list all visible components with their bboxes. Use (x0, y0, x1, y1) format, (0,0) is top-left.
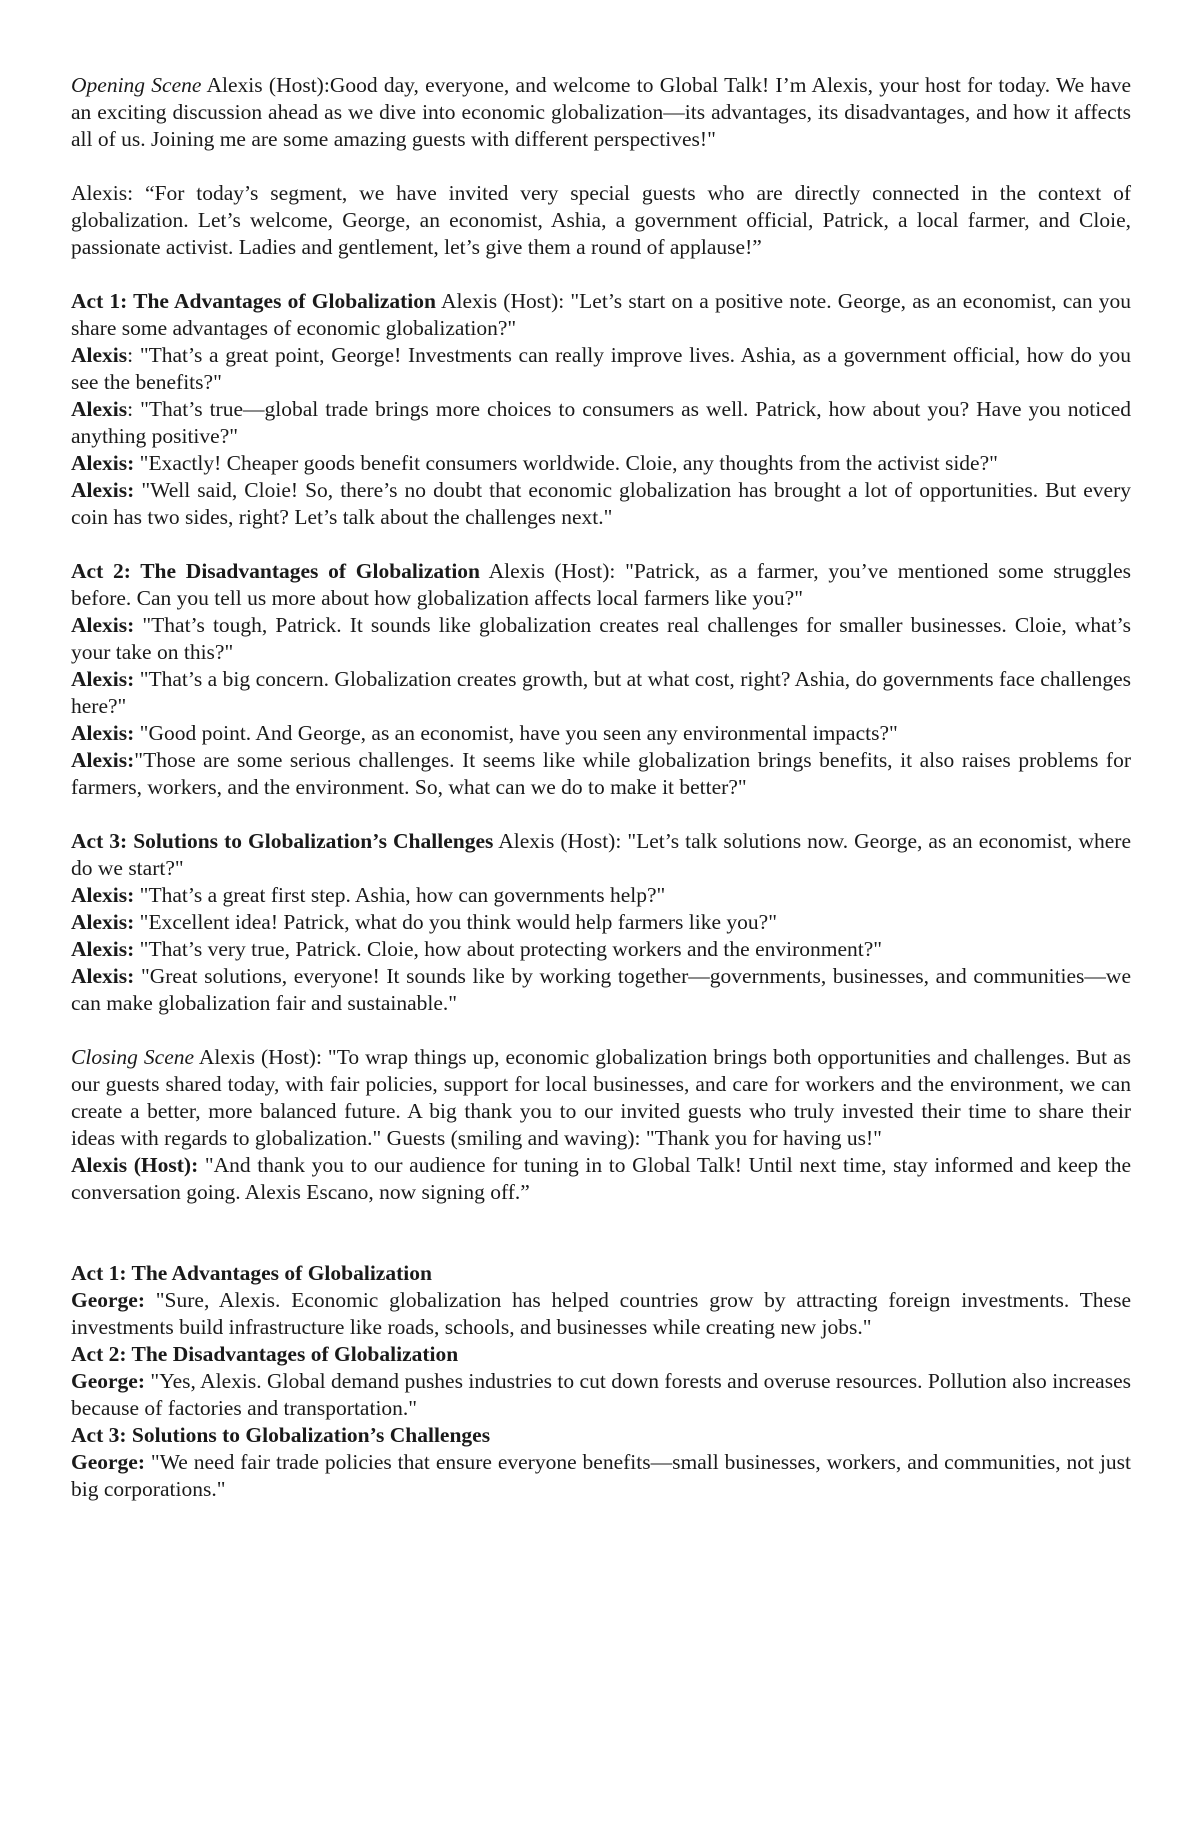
dialogue-line (71, 882, 1131, 909)
speaker-label: Alexis: (71, 937, 135, 961)
script-document (71, 72, 1131, 1503)
spacer (71, 1206, 1131, 1260)
spacer (71, 531, 1131, 558)
act2-heading: Act 2: The Disadvantages of Globalization (71, 559, 481, 583)
dialogue-text: "Yes, Alexis. Global demand pushes industries to cut down forests and overuse resources. Pollution also increases because of factories and transportation." (71, 1369, 1131, 1420)
act1-intro-paragraph (71, 288, 1131, 342)
speaker-label: Alexis: (71, 667, 135, 691)
act3-intro-paragraph (71, 828, 1131, 882)
dialogue-line (71, 396, 1131, 450)
opening-paragraph (71, 72, 1131, 153)
act1-heading: Act 1: The Advantages of Globalization (71, 289, 436, 313)
closing-text: Alexis (Host): "To wrap things up, economic globalization brings both opportunities and challenges. But as our guests shared today, with fair policies, support for local businesses, and care for workers and the environment, we can create a better, more balanced future. A big thank you to our invited guests who truly invested their time to share their ideas with regards to globalization." Guests (smiling and waving): "Thank you for having us!" (71, 1045, 1131, 1150)
speaker-label: Alexis: (71, 910, 135, 934)
dialogue-line (71, 450, 1131, 477)
dialogue-text: "That’s a great first step. Ashia, how can governments help?" (134, 883, 666, 907)
dialogue-line (71, 747, 1131, 801)
dialogue-text: "Good point. And George, as an economist, have you seen any environmental impacts?" (134, 721, 898, 745)
opening-scene-label: Opening Scene (71, 73, 202, 97)
dialogue-text: "We need fair trade policies that ensure everyone benefits—small businesses, workers, and communities, not just big corporations." (71, 1450, 1131, 1501)
dialogue-line (71, 342, 1131, 396)
opening-text: Alexis (Host):Good day, everyone, and welcome to Global Talk! I’m Alexis, your host for today. We have an exciting discussion ahead as we dive into economic globalization—its advantages, its disadvantages, and how it affects all of us. Joining me are some amazing guests with different perspectives!" (71, 73, 1131, 151)
speaker-label: Alexis: (71, 721, 135, 745)
dialogue-line (71, 666, 1131, 720)
dialogue-text: "Sure, Alexis. Economic globalization has helped countries grow by attracting foreign investments. These investments build infrastructure like roads, schools, and businesses while creating new jobs." (71, 1288, 1131, 1339)
dialogue-line (71, 963, 1131, 1017)
speaker-label: Alexis (71, 343, 128, 367)
act2-intro-text: Alexis (Host): "Patrick, as a farmer, you’ve mentioned some struggles before. Can you tell us more about how globalization affects local farmers like you?" (71, 559, 1131, 610)
dialogue-line (71, 936, 1131, 963)
speaker-label: George: (71, 1369, 146, 1393)
dialogue-line (71, 909, 1131, 936)
spacer (71, 261, 1131, 288)
dialogue-text: "Great solutions, everyone! It sounds like by working together—governments, businesses, and communities—we can make globalization fair and sustainable." (71, 964, 1131, 1015)
speaker-label: Alexis: (71, 748, 135, 772)
george-line (71, 1449, 1131, 1503)
spacer (71, 1017, 1131, 1044)
dialogue-text: "Excellent idea! Patrick, what do you think would help farmers like you?" (134, 910, 777, 934)
dialogue-text: "And thank you to our audience for tuning in to Global Talk! Until next time, stay informed and keep the conversation going. Alexis Escano, now signing off.” (71, 1153, 1131, 1204)
speaker-label: Alexis: (71, 883, 135, 907)
george-act1-heading: Act 1: The Advantages of Globalization (71, 1261, 432, 1285)
dialogue-text: "Exactly! Cheaper goods benefit consumers worldwide. Cloie, any thoughts from the activist side?" (134, 451, 998, 475)
dialogue-text: "That’s a big concern. Globalization creates growth, but at what cost, right? Ashia, do governments face challenges here?" (71, 667, 1131, 718)
speaker-label: Alexis: (71, 478, 135, 502)
dialogue-text: : "That’s a great point, George! Investments can really improve lives. Ashia, as a government official, how do you see the benefits?" (71, 343, 1131, 394)
george-line (71, 1368, 1131, 1422)
spacer (71, 153, 1131, 180)
dialogue-line (71, 612, 1131, 666)
george-line (71, 1287, 1131, 1341)
closing-paragraph (71, 1044, 1131, 1152)
speaker-label: Alexis (71, 397, 128, 421)
speaker-label: Alexis: (71, 451, 135, 475)
dialogue-text: "Those are some serious challenges. It seems like while globalization brings benefits, it also raises problems for farmers, workers, and the environment. So, what can we do to make it better?" (71, 748, 1131, 799)
act1-intro-text: Alexis (Host): "Let’s start on a positive note. George, as an economist, can you share some advantages of economic globalization?" (71, 289, 1131, 340)
george-act2-heading: Act 2: The Disadvantages of Globalization (71, 1342, 459, 1366)
dialogue-text: "Well said, Cloie! So, there’s no doubt that economic globalization has brought a lot of opportunities. But every coin has two sides, right? Let’s talk about the challenges next." (71, 478, 1131, 529)
act3-intro-text: Alexis (Host): "Let’s talk solutions now. George, as an economist, where do we start?" (71, 829, 1131, 880)
george-act3-heading: Act 3: Solutions to Globalization’s Challenges (71, 1423, 491, 1447)
closing-scene-label: Closing Scene (71, 1045, 195, 1069)
intro-paragraph: Alexis: “For today’s segment, we have invited very special guests who are directly connected in the context of globalization. Let’s welcome, George, an economist, Ashia, a government official, Patrick, a local farmer, and Cloie, passionate activist. Ladies and gentlement, let’s give them a round of applause!” (71, 181, 1131, 259)
dialogue-line (71, 477, 1131, 531)
dialogue-line (71, 720, 1131, 747)
dialogue-text: "That’s very true, Patrick. Cloie, how about protecting workers and the environment?" (134, 937, 883, 961)
dialogue-text: "That’s tough, Patrick. It sounds like globalization creates real challenges for smaller businesses. Cloie, what’s your take on this?" (71, 613, 1131, 664)
speaker-label: Alexis: (71, 613, 135, 637)
act3-heading: Act 3: Solutions to Globalization’s Challenges (71, 829, 494, 853)
speaker-label: George: (71, 1450, 146, 1474)
spacer (71, 801, 1131, 828)
dialogue-text: : "That’s true—global trade brings more choices to consumers as well. Patrick, how about you? Have you noticed anything positive?" (71, 397, 1131, 448)
speaker-label: Alexis: (71, 964, 135, 988)
closing-final-line (71, 1152, 1131, 1206)
speaker-label: Alexis (Host): (71, 1153, 199, 1177)
act2-intro-paragraph (71, 558, 1131, 612)
speaker-label: George: (71, 1288, 146, 1312)
